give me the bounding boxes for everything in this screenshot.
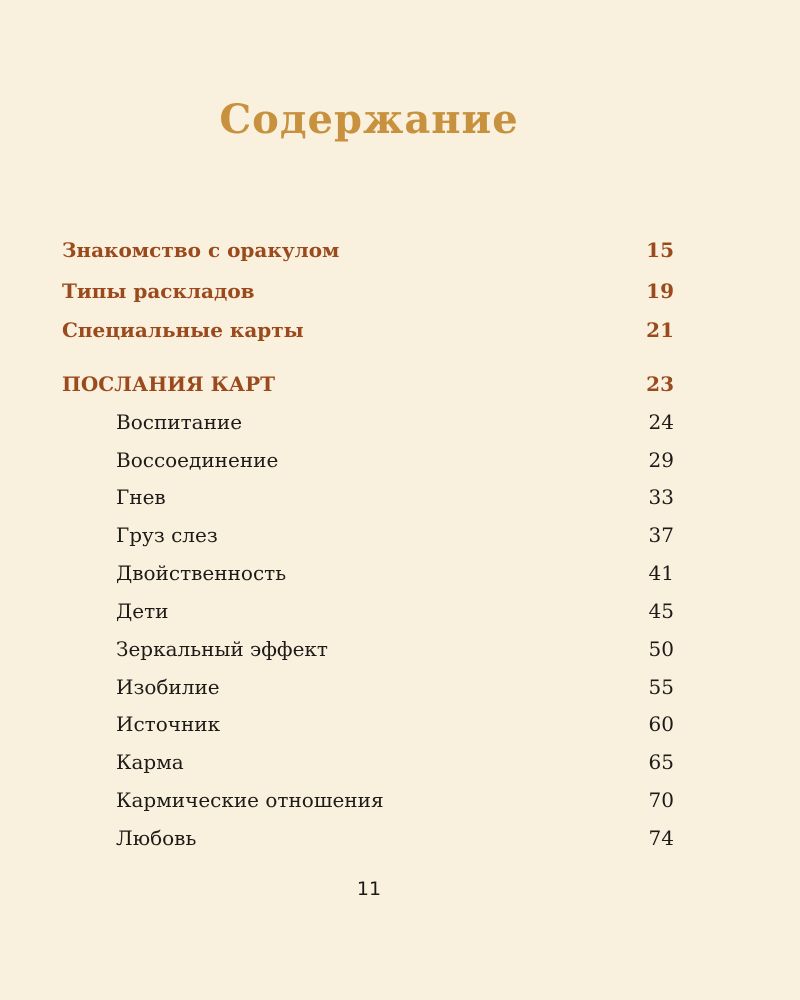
toc-entry-special-cards[interactable]	[62, 318, 674, 342]
toc-entry-page: 21	[646, 318, 674, 342]
toc-subentry-page: 65	[648, 750, 674, 774]
toc-subentry-page: 60	[648, 712, 674, 736]
toc-subentry-page: 41	[648, 561, 674, 585]
toc-subentry-page: 24	[648, 410, 674, 434]
toc-subentry[interactable]	[62, 485, 674, 509]
toc-subentry-page: 50	[648, 637, 674, 661]
toc-entry-page: 23	[646, 372, 674, 396]
toc-entry-label: Специальные карты	[62, 318, 304, 342]
page-title: Содержание	[219, 96, 519, 143]
toc-subentry-page: 74	[648, 826, 674, 850]
toc-subentry-label: Изобилие	[116, 675, 220, 699]
toc-subentry-label: Воссоединение	[116, 448, 279, 472]
toc-subentry-page: 45	[648, 599, 674, 623]
toc-subentry[interactable]	[62, 826, 674, 850]
toc-subentry[interactable]	[62, 675, 674, 699]
toc-subentry-page: 37	[648, 523, 674, 547]
toc-subentry-label: Груз слез	[116, 523, 218, 547]
toc-entry-spread-types[interactable]	[62, 279, 674, 303]
toc-entry-label: Знакомство с оракулом	[62, 238, 340, 262]
toc-subentry[interactable]	[62, 599, 674, 623]
toc-subentry-page: 29	[648, 448, 674, 472]
toc-entry-label: ПОСЛАНИЯ КАРТ	[62, 372, 275, 396]
toc-subentry[interactable]	[62, 712, 674, 736]
toc-subentry[interactable]	[62, 750, 674, 774]
toc-entry-page: 15	[646, 238, 674, 262]
toc-subentry[interactable]	[62, 788, 674, 812]
page-number: 11	[356, 878, 382, 900]
toc-subentry-label: Воспитание	[116, 410, 243, 434]
toc-entry-label: Типы раскладов	[62, 279, 255, 303]
toc-subentry[interactable]	[62, 523, 674, 547]
toc-subentry-label: Дети	[116, 599, 169, 623]
toc-subentry-label: Кармические отношения	[116, 788, 384, 812]
toc-subentry-label: Источник	[116, 712, 221, 736]
toc-subentry[interactable]	[62, 448, 674, 472]
toc-subentry-label: Любовь	[116, 826, 197, 850]
toc-subentry[interactable]	[62, 410, 674, 434]
toc-subentry-label: Карма	[116, 750, 184, 774]
toc-subentry-page: 55	[648, 675, 674, 699]
toc-entry-page: 19	[646, 279, 674, 303]
toc-subentry[interactable]	[62, 561, 674, 585]
toc-entry-introduction[interactable]	[62, 238, 674, 262]
toc-subentry-label: Зеркальный эффект	[116, 637, 328, 661]
toc-subentry[interactable]	[62, 637, 674, 661]
toc-subentry-page: 33	[648, 485, 674, 509]
toc-subentry-page: 70	[648, 788, 674, 812]
toc-subentry-label: Гнев	[116, 485, 166, 509]
toc-entry-card-messages[interactable]	[62, 372, 674, 396]
toc-subentry-label: Двойственность	[116, 561, 287, 585]
